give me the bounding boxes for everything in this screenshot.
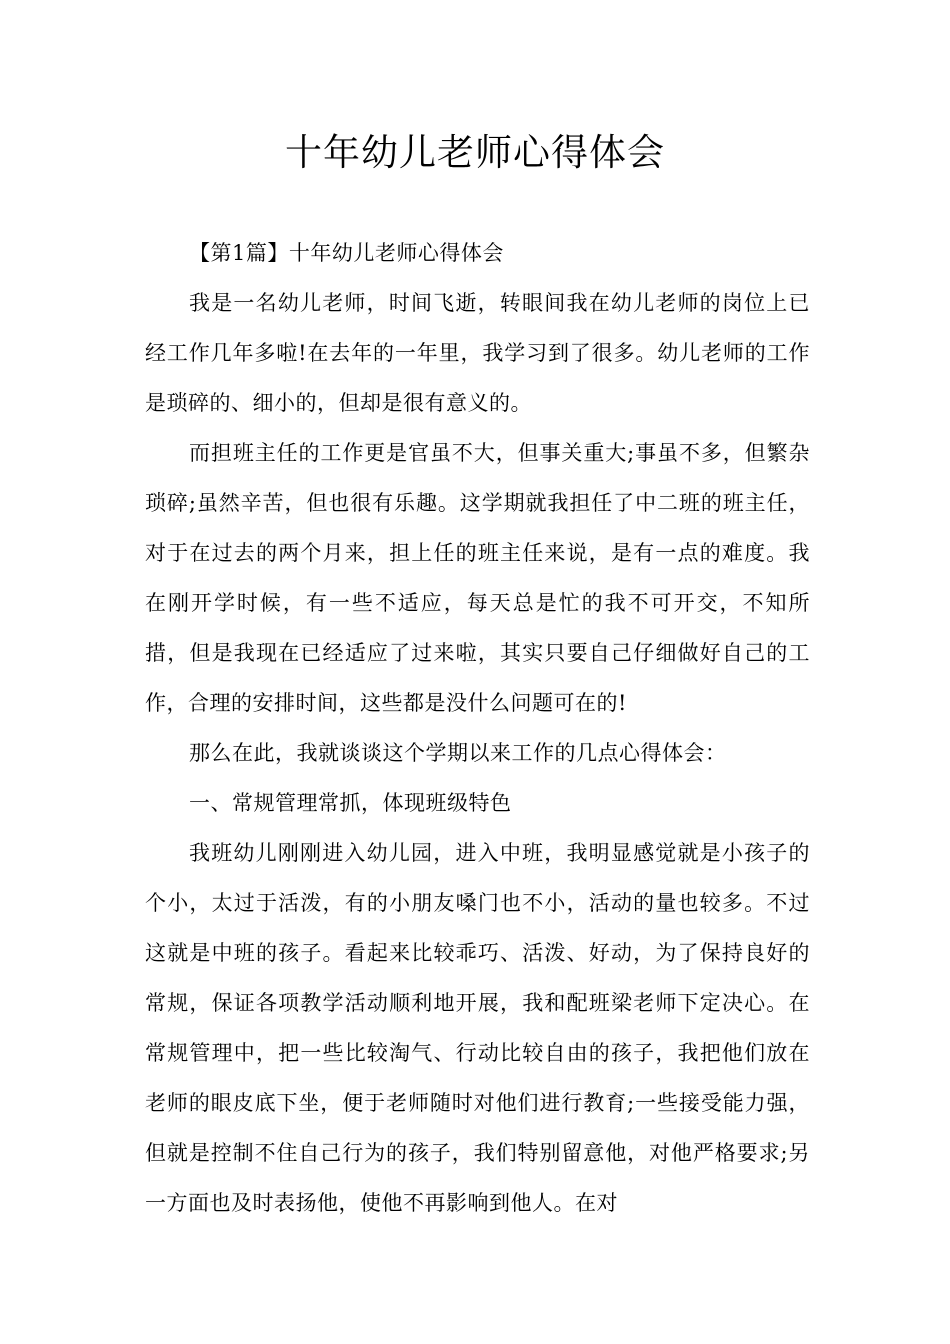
document-body [145,228,810,1228]
section-heading: 【第1篇】十年幼儿老师心得体会 [189,241,504,265]
paragraph: 那么在此，我就谈谈这个学期以来工作的几点心得体会： [189,741,727,765]
paragraph: 我是一名幼儿老师，时间飞逝，转眼间我在幼儿老师的岗位上已经工作几年多啦!在去年的一年里，我学习到了很多。幼儿老师的工作是琐碎的、细小的，但却是很有意义的。 [145,291,810,415]
subsection-heading: 一、常规管理常抓，体现班级特色 [189,791,512,815]
paragraph: 我班幼儿刚刚进入幼儿园，进入中班，我明显感觉就是小孩子的个小，太过于活泼，有的小朋友嗓门也不小，活动的量也较多。不过这就是中班的孩子。看起来比较乖巧、活泼、好动，为了保持良好的常规，保证各项教学活动顺利地开展，我和配班梁老师下定决心。在常规管理中，把一些比较淘气、行动比较自由的孩子，我把他们放在老师的眼皮底下坐，便于老师随时对他们进行教育;一些接受能力强，但就是控制不住自己行为的孩子，我们特别留意他，对他严格要求;另一方面也及时表扬他，使他不再影响到他人。在对 [145,841,810,1215]
paragraph: 而担班主任的工作更是官虽不大，但事关重大;事虽不多，但繁杂琐碎;虽然辛苦，但也很有乐趣。这学期就我担任了中二班的班主任，对于在过去的两个月来，担上任的班主任来说，是有一点的难度。我在刚开学时候，有一些不适应，每天总是忙的我不可开交，不知所措，但是我现在已经适应了过来啦，其实只要自己仔细做好自己的工作，合理的安排时间，这些都是没什么问题可在的! [145,441,810,715]
document-title: 十年幼儿老师心得体会 [285,131,665,174]
